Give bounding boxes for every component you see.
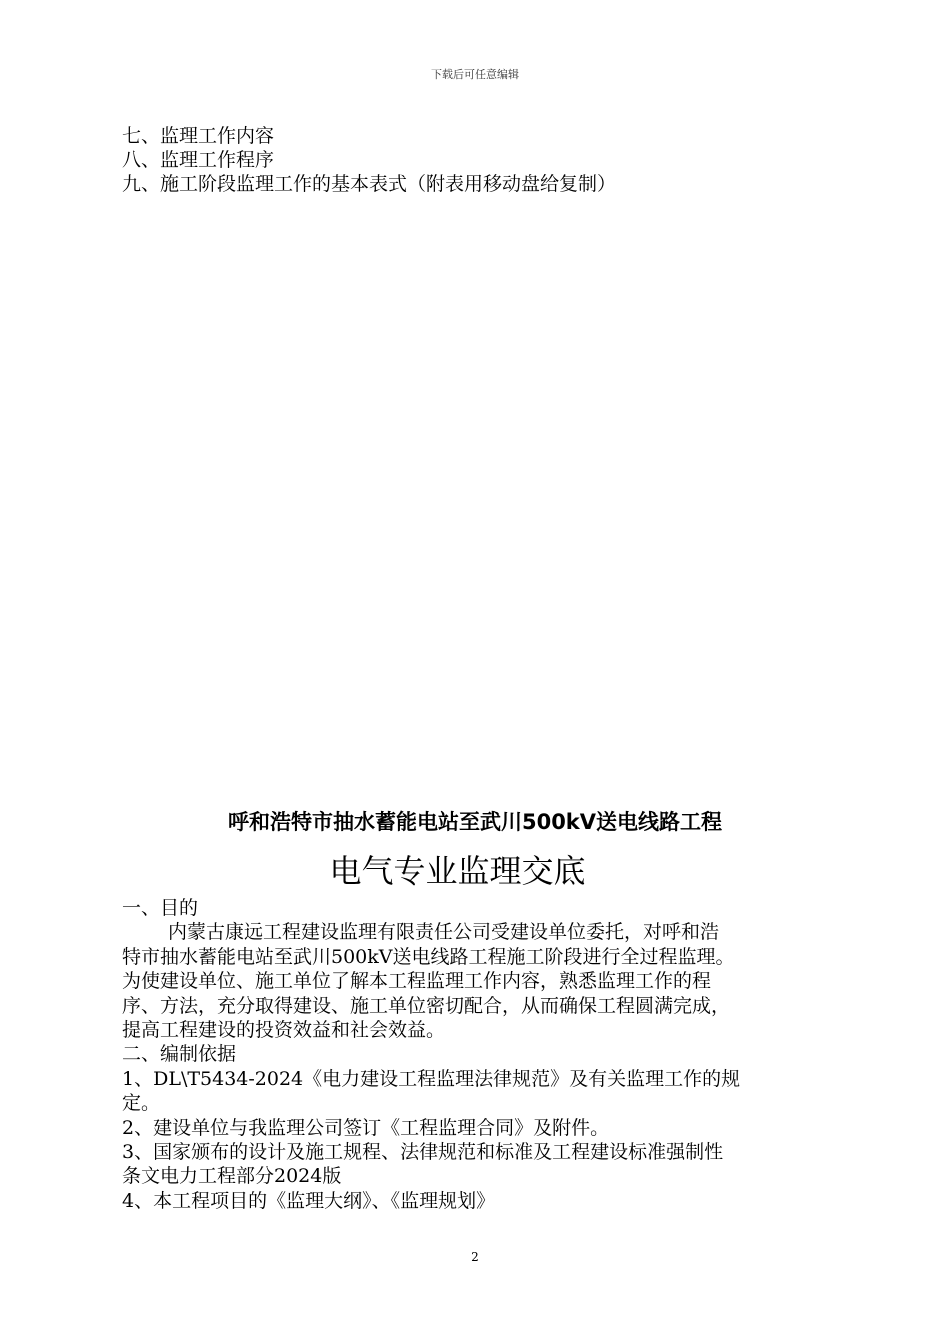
document-body (122, 896, 840, 1213)
paragraph-line: 1、DL\T5434-2024《电力建设工程监理法律规范》及有关监理工作的规 (122, 1067, 741, 1090)
paragraph-line: 2、建设单位与我监理公司签订《工程监理合同》及附件。 (122, 1116, 610, 1139)
paragraph-line: 3、国家颁布的设计及施工规程、法律规范和标准及工程建设标准强制性 (122, 1141, 724, 1164)
paragraph-line: 4、本工程项目的《监理大纲》、《监理规划》 (122, 1189, 496, 1212)
paragraph-line: 提高工程建设的投资效益和社会效益。 (122, 1019, 446, 1042)
toc-item: 九、施工阶段监理工作的基本表式（附表用移动盘给复制） (122, 173, 617, 195)
paragraph-line: 内蒙古康远工程建设监理有限责任公司受建设单位委托，对呼和浩 (168, 921, 720, 944)
page-number: 2 (471, 1250, 479, 1264)
section-heading: 一、目的 (122, 897, 199, 919)
paragraph-line: 为使建设单位、施工单位了解本工程监理工作内容，熟悉监理工作的程 (122, 970, 712, 993)
toc-item: 八、监理工作程序 (122, 149, 275, 171)
paragraph-line: 序、方法，充分取得建设、施工单位密切配合，从而确保工程圆满完成， (122, 994, 731, 1017)
section-heading: 二、编制依据 (122, 1043, 237, 1066)
paragraph-line: 条文电力工程部分2024版 (122, 1165, 342, 1188)
paragraph-line: 特市抽水蓄能电站至武川500kV送电线路工程施工阶段进行全过程监理。 (122, 945, 735, 968)
toc-item: 七、监理工作内容 (122, 125, 275, 147)
page-header: 下载后可任意编辑 (431, 68, 519, 81)
paragraph-line: 定。 (122, 1092, 161, 1115)
toc-list (122, 124, 842, 196)
document-title: 呼和浩特市抽水蓄能电站至武川500kV送电线路工程 (227, 810, 723, 834)
document-subtitle: 电气专业监理交底 (329, 852, 586, 890)
